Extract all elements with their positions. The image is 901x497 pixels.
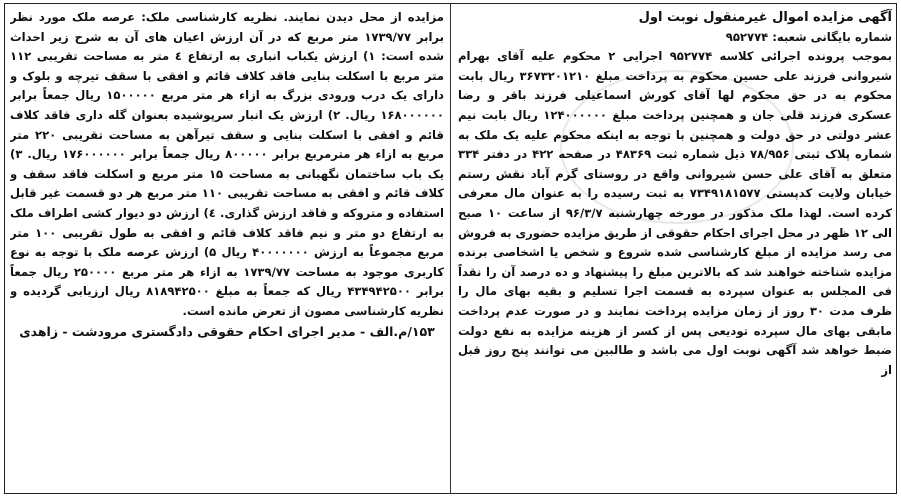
signature-line: ۱۵۳/م.الف - مدیر اجرای احکام حقوقی دادگستری مرودشت - زاهدی [19,323,435,339]
left-column-text: مزایده از محل دیدن نمایند. نظریه کارشناسی ملک: عرصه ملک مورد نظر برابر ۱۷۳۹/۷۷ متر مربع که در آن ارزش اعیان های آن به شرح زیر احداث شده است: ۱) ارزش یکباب انباری به ارتفاع ٤ متر به مساحت تقریبی ۱۱۲ متر مربع با اسکلت بنایی فاقد کلاف قائم و افقی با سقف تیرچه و بلوک و دارای یک درب ورودی بزرگ به ازاء هر متر مربع ۱۵۰۰۰۰۰ ریال جمعاً برابر ۱۶۸۰۰۰۰۰۰ ریال. ۲) ارزش یک انبار سرپوشیده بعنوان گله داری فاقد کلاف قائم و افقی با اسکلت بنایی و سقف تیرآهن به مساحت تقریبی ۲۲۰ متر مربع به ازاء هر مترمربع برابر ۸۰۰۰۰۰ ریال جمعاً برابر ۱۷۶۰۰۰۰۰۰ ریال. ۳) یک باب ساختمان نگهبانی به مساحت ۱۵ متر مربع و اسکلت فاقد سقف و کلاف قائم و افقی به مساحت تقریبی ۱۱۰ متر مربع هر دو قسمت غیر قابل استفاده و متروکه و فاقد ارزش گذاری. ٤) ارزش دو دیوار کشی اطراف ملک به ارتفاع دو متر و نیم فاقد کلاف قائم و افقی به طول تقریبی ۱۰۰ متر مربع مجموعاً به ارزش ۴۰۰۰۰۰۰۰ ریال ۵) ارزش عرصه ملک با توجه به نوع کاربری موجود به مساحت ۱۷۳۹/۷۷ به ازاء هر متر مربع ۲۵۰۰۰۰ ریال جمعاً برابر ۴۳۴۹۴۲۵۰۰ ریال که جمعاً به مبلغ ۸۱۸۹۴۲۵۰۰ ریال ارزیابی گردیده و نظریه کارشناسی مصون از تعرض مانده است. [10,10,444,318]
right-column-text: بموجب پرونده اجرائی کلاسه ۹۵۲۷۷۴ اجرایی ۲ محکوم علیه آقای بهرام شیروانی فرزند علی حسین محکوم به پرداخت مبلغ ۳۶۷۳۲۰۱۲۱۰ ریال بابت محکوم به در حق محکوم لها آقای کورش اسماعیلی فرزند باقر و رضا عسکری فرزند قلی جان و همچنین پرداخت مبلغ ۱۲۴۰۰۰۰۰۰ ریال بابت نیم عشر دولتی در حق دولت و همچنین با توجه به اینکه محکوم علیه یک ملک به شماره پلاک ثبتی ۷۸/۹۵۶ ذیل شماره ثبت ۴۸۳۶۹ در صفحه ۴۲۲ در دفتر ۳۳۴ متعلق به آقای علی حسن شیروانی واقع در روستای گرم آباد نقش رستم خیابان ولایت کدپستی ۷۳۴۹۱۸۱۵۷۷ به ثبت رسیده را به عنوان مال معرفی کرده است. لهذا ملک مذکور در مورخه چهارشنبه ۹۶/۳/۷ از ساعت ۱۰ صبح الی ۱۲ ظهر در محل اجرای احکام حقوقی از طریق مزایده حضوری به فروش می رسد مزایده از مبلغ کارشناسی شده شروع و شخص یا اشخاصی برنده مزایده شناخته خواهند شد که بالاترین مبلغ را پیشنهاد و ده درصد آن را نقداً فی المجلس به عنوان سپرده به قسمت اجرا تسلیم و بقیه بهای مال را ظرف مدت ۳۰ روز از زمان مزایده پرداخت نمایند و در صورت عدم پرداخت مابقی بهای مال سپرده تودیعی پس از کسر از هزینه مزایده به نفع دولت ضبط خواهد شد آگهی نوبت اول می باشد و طالبین می توانند پنج روز قبل از [458,49,892,377]
left-column [10,8,444,490]
right-column [458,8,892,490]
file-number: شماره بایگانی شعبه: ۹۵۲۷۷۴ [725,29,892,44]
notice-title: آگهی مزایده اموال غیرمنقول نوبت اول [638,10,892,25]
column-divider [450,3,451,494]
